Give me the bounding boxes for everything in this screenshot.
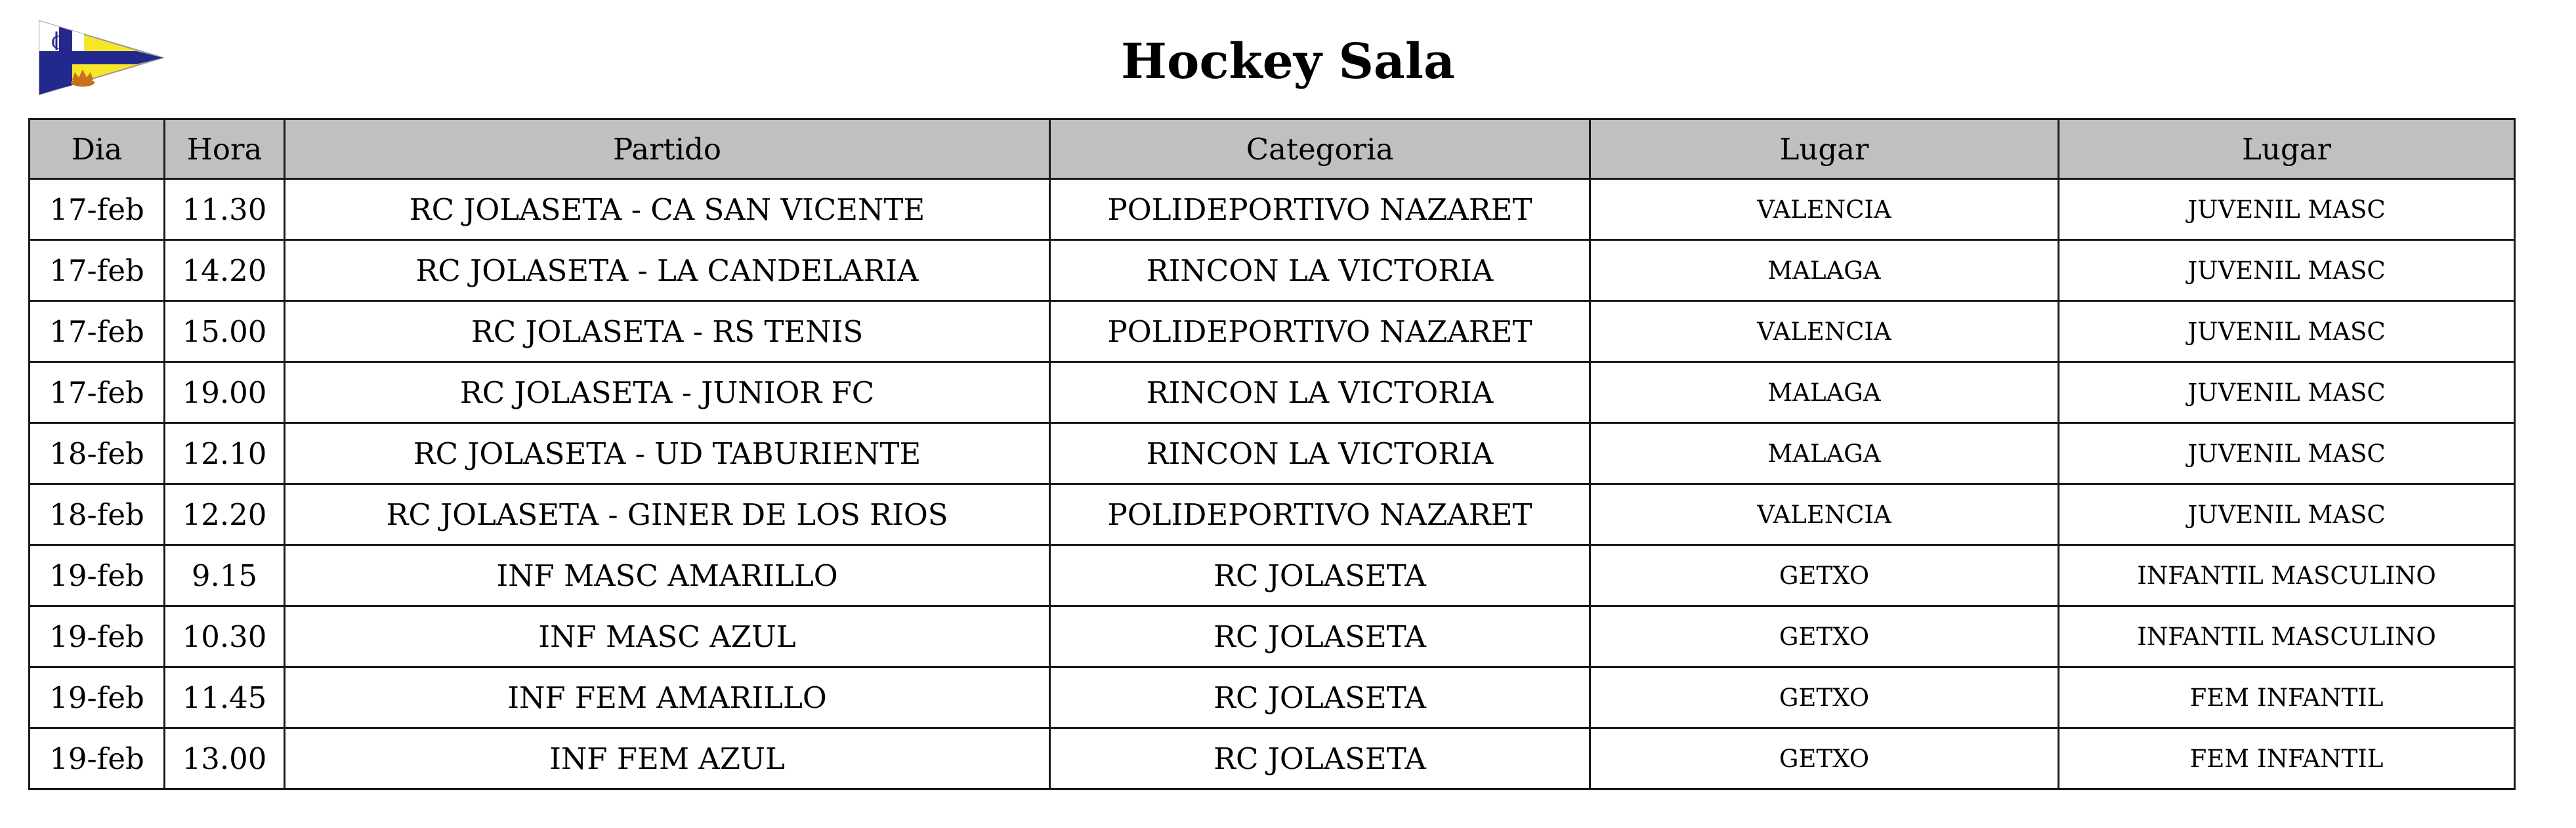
cell-partido: RC JOLASETA - JUNIOR FC [285,362,1050,423]
column-header-hora: Hora [165,119,285,179]
cell-hora: 13.00 [165,728,285,789]
cell-partido: RC JOLASETA - UD TABURIENTE [285,423,1050,484]
cell-lugar: GETXO [1590,667,2059,728]
cell-hora: 9.15 [165,545,285,606]
cell-dia: 17-feb [30,362,165,423]
table-row [30,240,2515,301]
cell-hora: 11.30 [165,179,285,240]
cell-dia: 19-feb [30,606,165,667]
table-row [30,179,2515,240]
table-row [30,484,2515,545]
cell-categoria: RC JOLASETA [1050,545,1590,606]
cell-hora: 10.30 [165,606,285,667]
svg-text:C: C [51,31,65,53]
schedule-table [28,118,2516,790]
cell-dia: 17-feb [30,301,165,362]
cell-dia: 18-feb [30,423,165,484]
cell-lugar-2: JUVENIL MASC [2059,301,2515,362]
cell-lugar-2: INFANTIL MASCULINO [2059,606,2515,667]
cell-lugar: VALENCIA [1590,484,2059,545]
cell-categoria: POLIDEPORTIVO NAZARET [1050,484,1590,545]
cell-partido: RC JOLASETA - CA SAN VICENTE [285,179,1050,240]
column-header-lugar: Lugar [1590,119,2059,179]
cell-dia: 17-feb [30,179,165,240]
table-header-row [30,119,2515,179]
cell-lugar-2: FEM INFANTIL [2059,667,2515,728]
table-row [30,545,2515,606]
cell-categoria: RC JOLASETA [1050,667,1590,728]
cell-categoria: RINCON LA VICTORIA [1050,423,1590,484]
cell-lugar: MALAGA [1590,362,2059,423]
cell-hora: 11.45 [165,667,285,728]
column-header-partido: Partido [285,119,1050,179]
table-row [30,667,2515,728]
cell-hora: 12.20 [165,484,285,545]
cell-partido: RC JOLASETA - GINER DE LOS RIOS [285,484,1050,545]
cell-categoria: RINCON LA VICTORIA [1050,362,1590,423]
column-header-categoria: Categoria [1050,119,1590,179]
cell-partido: RC JOLASETA - RS TENIS [285,301,1050,362]
cell-categoria: POLIDEPORTIVO NAZARET [1050,179,1590,240]
cell-lugar: MALAGA [1590,240,2059,301]
cell-lugar-2: JUVENIL MASC [2059,362,2515,423]
cell-categoria: RINCON LA VICTORIA [1050,240,1590,301]
cell-lugar: GETXO [1590,606,2059,667]
cell-lugar-2: JUVENIL MASC [2059,484,2515,545]
cell-lugar-2: FEM INFANTIL [2059,728,2515,789]
cell-hora: 14.20 [165,240,285,301]
cell-hora: 12.10 [165,423,285,484]
table-row [30,606,2515,667]
table-row [30,423,2515,484]
cell-hora: 15.00 [165,301,285,362]
cell-partido: INF FEM AMARILLO [285,667,1050,728]
cell-categoria: POLIDEPORTIVO NAZARET [1050,301,1590,362]
cell-lugar: VALENCIA [1590,301,2059,362]
cell-dia: 19-feb [30,728,165,789]
cell-partido: INF FEM AZUL [285,728,1050,789]
cell-partido: RC JOLASETA - LA CANDELARIA [285,240,1050,301]
cell-lugar: VALENCIA [1590,179,2059,240]
cell-partido: INF MASC AZUL [285,606,1050,667]
cell-partido: INF MASC AMARILLO [285,545,1050,606]
cell-dia: 19-feb [30,545,165,606]
cell-lugar-2: INFANTIL MASCULINO [2059,545,2515,606]
cell-lugar: MALAGA [1590,423,2059,484]
cell-hora: 19.00 [165,362,285,423]
cell-lugar: GETXO [1590,728,2059,789]
table-row [30,362,2515,423]
cell-dia: 19-feb [30,667,165,728]
cell-categoria: RC JOLASETA [1050,606,1590,667]
page-title: Hockey Sala [1121,33,1455,90]
cell-lugar: GETXO [1590,545,2059,606]
cell-lugar-2: JUVENIL MASC [2059,179,2515,240]
cell-lugar-2: JUVENIL MASC [2059,240,2515,301]
cell-dia: 18-feb [30,484,165,545]
column-header-dia: Dia [30,119,165,179]
cell-categoria: RC JOLASETA [1050,728,1590,789]
table-row [30,301,2515,362]
cell-dia: 17-feb [30,240,165,301]
cell-lugar-2: JUVENIL MASC [2059,423,2515,484]
table-row [30,728,2515,789]
column-header-lugar-2: Lugar [2059,119,2515,179]
